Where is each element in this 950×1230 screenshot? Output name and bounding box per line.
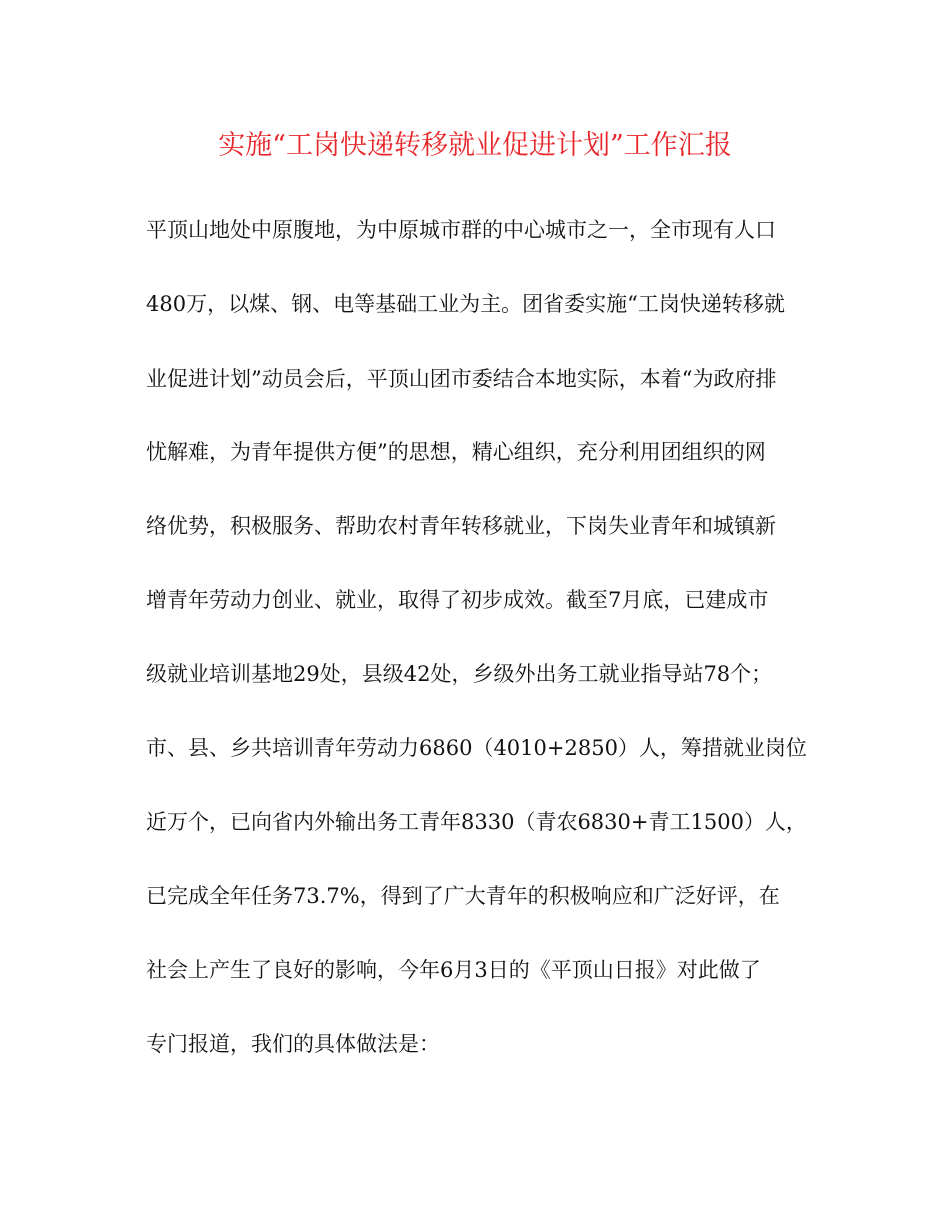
body-line: 忧解难，为青年提供方便”的思想，精心组织，充分利用团组织的网: [146, 440, 766, 464]
body-line: 近万个，已向省内外输出务工青年8330（青农6830+青工1500）人，: [146, 810, 807, 834]
body-line: 480万，以煤、钢、电等基础工业为主。团省委实施“工岗快递转移就: [146, 292, 785, 316]
body-line: 级就业培训基地29处，县级42处，乡级外出务工就业指导站78个；: [146, 662, 773, 686]
body-line: 专门报道，我们的具体做法是：: [146, 1032, 440, 1056]
body-line: 增青年劳动力创业、就业，取得了初步成效。截至7月底，已建成市: [146, 588, 769, 612]
body-line: 市、县、乡共培训青年劳动力6860（4010+2850）人，筹措就业岗位: [146, 736, 807, 760]
body-line: 平顶山地处中原腹地，为中原城市群的中心城市之一，全市现有人口: [146, 218, 776, 242]
document-title: 实施“工岗快递转移就业促进计划”工作汇报: [218, 130, 732, 161]
body-line: 社会上产生了良好的影响，今年6月3日的《平顶山日报》对此做了: [146, 958, 761, 982]
body-line: 已完成全年任务73.7%，得到了广大青年的积极响应和广泛好评，在: [146, 884, 780, 908]
body-line: 业促进计划”动员会后，平顶山团市委结合本地实际，本着“为政府排: [146, 367, 777, 391]
body-line: 络优势，积极服务、帮助农村青年转移就业，下岗失业青年和城镇新: [146, 514, 776, 538]
